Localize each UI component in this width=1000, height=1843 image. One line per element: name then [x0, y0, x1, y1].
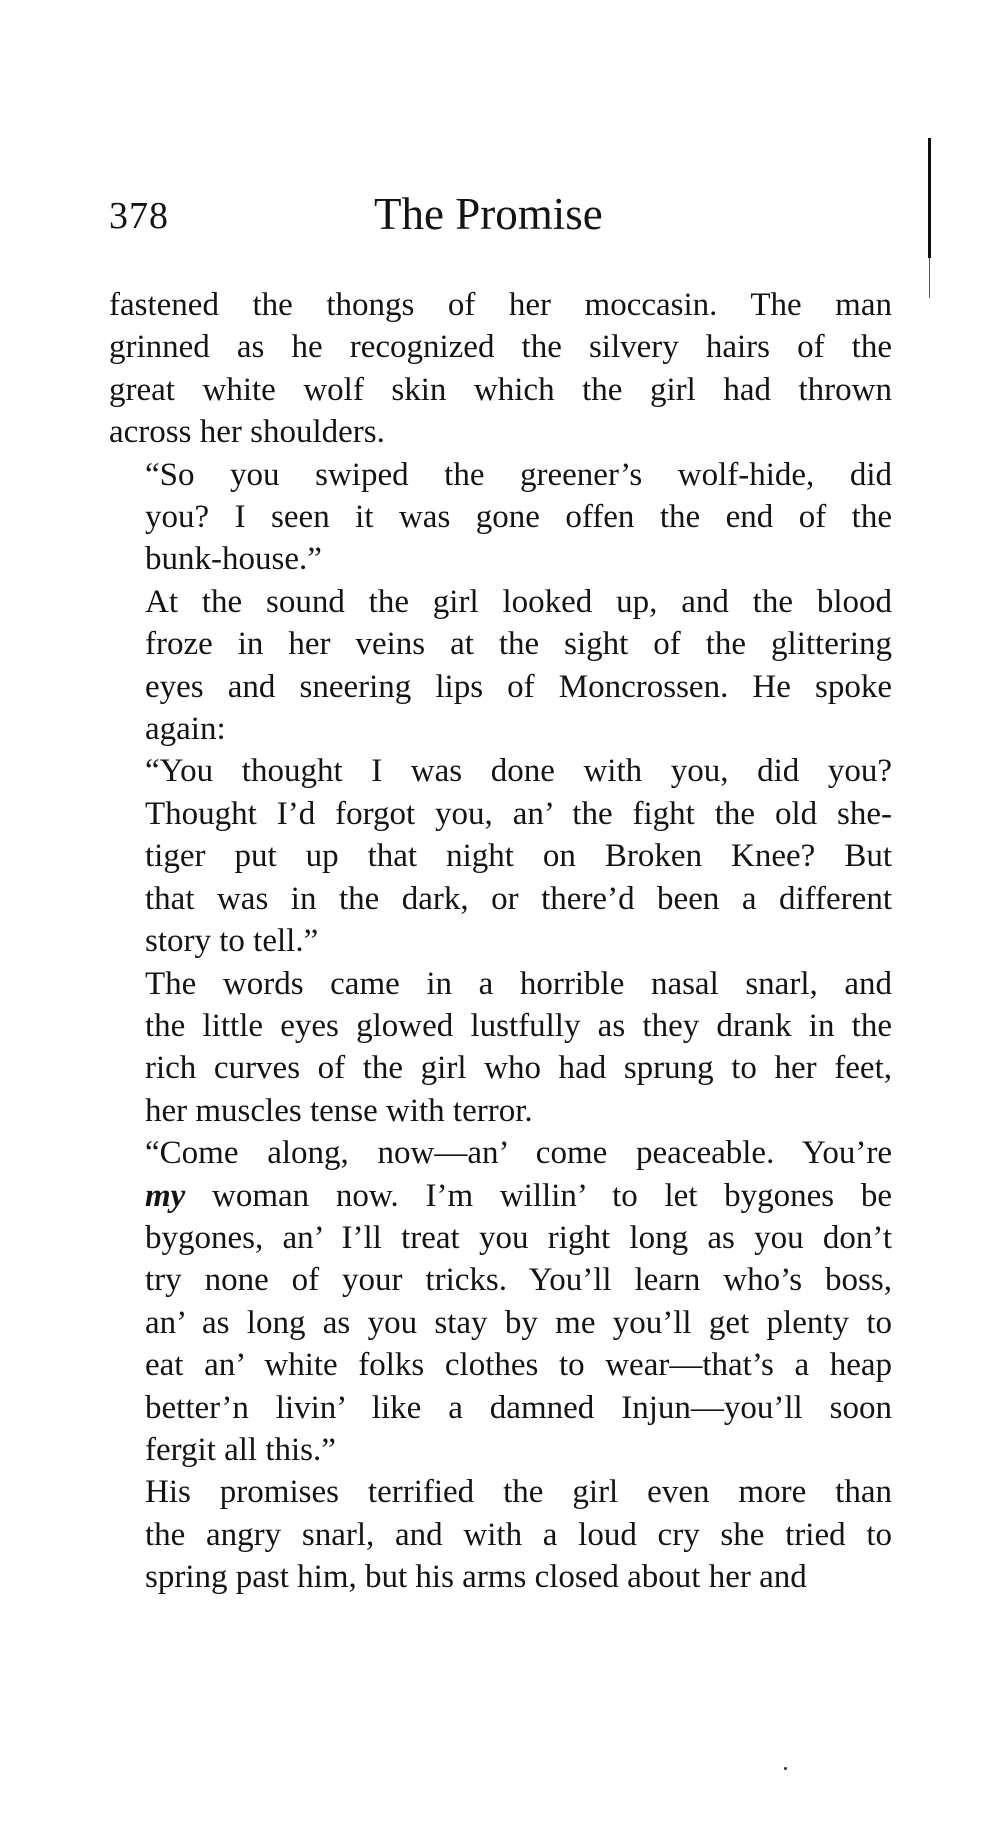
paragraph — [109, 581, 892, 751]
text-line: bygones, an’ I’ll treat you right long as you don’t — [145, 1219, 892, 1256]
paragraph — [109, 1471, 892, 1598]
running-title: The Promise — [374, 189, 603, 239]
paragraph — [109, 750, 892, 962]
text-line: grinned as he recognized the silvery hairs of the — [109, 329, 892, 366]
text-line: that was in the dark, or there’d been a different — [145, 880, 892, 917]
text-line: her muscles tense with terror. — [145, 1092, 533, 1129]
text-line: the angry snarl, and with a loud cry she tried to — [145, 1516, 892, 1553]
paragraph — [109, 1132, 892, 1471]
paragraph — [109, 454, 892, 581]
emphasis-word: my — [145, 1177, 186, 1214]
text-line: froze in her veins at the sight of the glittering — [145, 626, 892, 663]
text-line: Thought I’d forgot you, an’ the fight the old she- — [145, 795, 892, 832]
page-number: 378 — [109, 195, 169, 237]
text-line: tiger put up that night on Broken Knee? But — [145, 838, 892, 875]
text-line: The words came in a horrible nasal snarl, and — [145, 965, 892, 1002]
margin-scan-edge — [928, 138, 931, 258]
text-line: rich curves of the girl who had sprung to her feet, — [145, 1050, 892, 1087]
text-line: fastened the thongs of her moccasin. The man — [109, 287, 892, 323]
text-line: spring past him, but his arms closed about her and — [145, 1559, 807, 1596]
text-line: fergit all this.” — [145, 1431, 336, 1468]
text-line: again: — [145, 711, 226, 748]
paragraph — [109, 284, 892, 454]
text-line: bunk-house.” — [145, 541, 322, 578]
text-line: eat an’ white folks clothes to wear—that’s a heap — [145, 1347, 892, 1384]
text-line: try none of your tricks. You’ll learn who’s boss, — [145, 1262, 892, 1299]
text-line: an’ as long as you stay by me you’ll get plenty to — [145, 1304, 892, 1341]
paragraph — [109, 963, 892, 1133]
margin-scan-edge-thin — [929, 258, 930, 298]
text-line: At the sound the girl looked up, and the blood — [145, 583, 892, 620]
text-line: eyes and sneering lips of Moncrossen. He spoke — [145, 668, 892, 705]
text-line: “You thought I was done with you, did you? — [145, 753, 892, 790]
print-speck — [784, 1767, 787, 1770]
body-text — [109, 284, 892, 1599]
text-line: story to tell.” — [145, 923, 319, 960]
text-line: “So you swiped the greener’s wolf-hide, did — [145, 456, 892, 493]
text-line: you? I seen it was gone offen the end of the — [145, 499, 892, 536]
text-line: the little eyes glowed lustfully as they drank in the — [145, 1007, 892, 1044]
running-head — [109, 188, 899, 244]
text-line: “Come along, now—an’ come peaceable. You’re — [145, 1135, 892, 1172]
text-line: my woman now. I’m willin’ to let bygones be — [145, 1177, 892, 1214]
text-line: great white wolf skin which the girl had thrown — [109, 371, 892, 408]
text-line: across her shoulders. — [109, 414, 385, 451]
text-line: better’n livin’ like a damned Injun—you’ll soon — [145, 1389, 892, 1426]
text-line: His promises terrified the girl even more than — [145, 1474, 892, 1511]
